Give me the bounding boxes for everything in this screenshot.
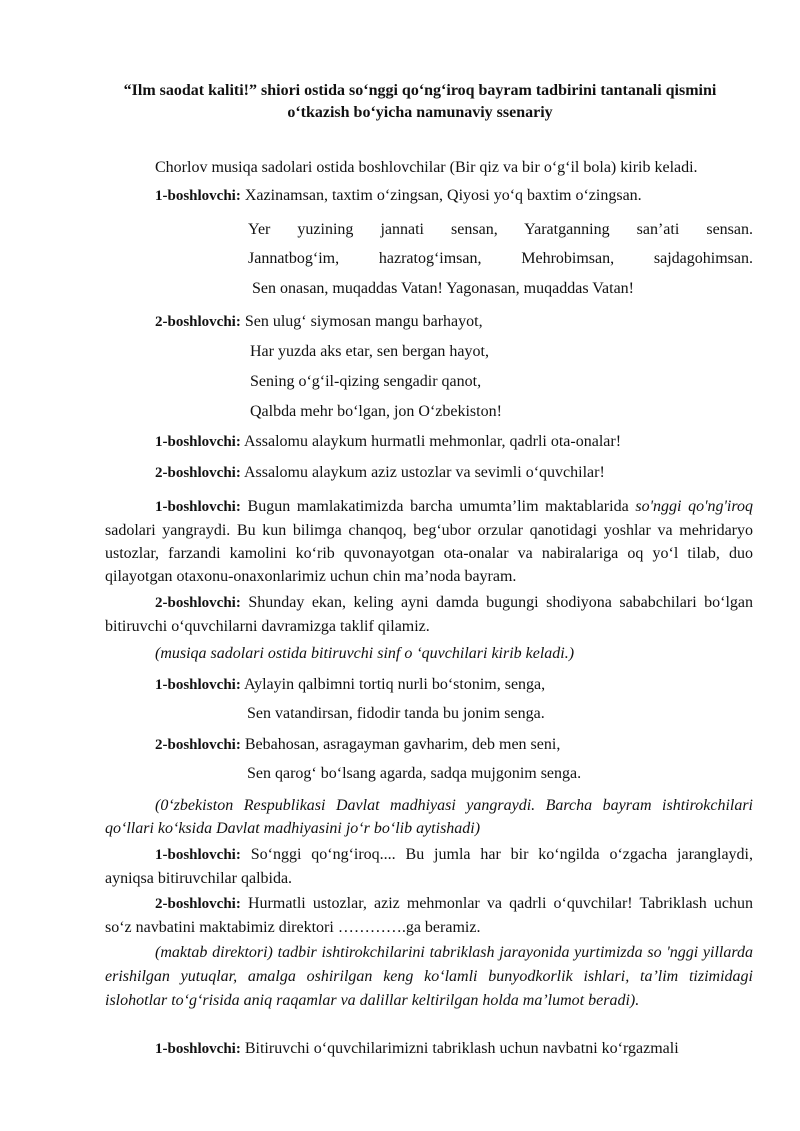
speaker-label: 1-boshlovchi: <box>155 677 241 693</box>
speaker-label: 2-boshlovchi: <box>155 314 241 330</box>
stage-direction <box>105 794 753 840</box>
host-line <box>105 431 753 453</box>
stage-direction <box>105 643 753 665</box>
host-line <box>105 311 753 333</box>
host-line <box>105 734 753 756</box>
host-paragraph <box>105 591 753 638</box>
host-line <box>105 185 753 207</box>
host-text: Hurmatli ustozlar, aziz mehmonlar va qadrli o‘quvchilar! Tabriklash uchun so‘z navbatini maktabimiz direktori ………….ga beramiz. <box>105 895 753 936</box>
stage-direction-text: (0‘zbekiston Respublikasi Davlat madhiyasi yangraydi. Barcha bayram ishtirokchilari qo‘llari ko‘ksida Davlat madhiyasini jo‘r bo‘lib aytishadi) <box>105 797 753 837</box>
stage-direction-text: (maktab direktori) tadbir ishtirokchilarini tabriklash jarayonida yurtimizda so 'nggi yillarda erishilgan yutuqlar, amalga oshirilgan keng ko‘lamli bunyodkorlik ishlari, ta’lim tizimidagi islohotlar to‘g‘risida aniq raqamlar va dalillar keltirilgan holda ma’lumot beradi). <box>105 944 753 1009</box>
host-text: Bebahosan, asragayman gavharim, deb men seni, <box>244 736 561 753</box>
verse-line: Sening o‘g‘il-qizing sengadir qanot, <box>250 373 482 390</box>
host-text: Shunday ekan, keling ayni damda bugungi shodiyona sababchilari bo‘lgan bitiruvchi o‘quvchilarni davramizga taklif qilamiz. <box>105 594 753 635</box>
title-line-1: “Ilm saodat kaliti!” shiori ostida so‘nggi qo‘ng‘iroq bayram tadbirini tantanali qismini <box>123 82 717 99</box>
host-text: Bugun mamlakatimizda barcha umumta’lim maktablarida <box>247 498 629 515</box>
verse-line: Qalbda mehr bo‘lgan, jon O‘zbekiston! <box>250 403 502 420</box>
speaker-label: 2-boshlovchi: <box>155 896 241 912</box>
verse-line: Jannatbog‘im, hazratog‘imsan, Mehrobimsan, sajdagohimsan. <box>248 250 753 267</box>
verse-line: Sen onasan, muqaddas Vatan! Yagonasan, muqaddas Vatan! <box>252 280 635 297</box>
verse-line: Sen vatandirsan, fidodir tanda bu jonim senga. <box>247 705 545 722</box>
speaker-label: 2-boshlovchi: <box>155 595 241 611</box>
speaker-label: 1-boshlovchi: <box>155 188 241 204</box>
host-paragraph <box>105 892 753 939</box>
host-text: Assalomu alaykum aziz ustozlar va sevimli o‘quvchilar! <box>243 464 605 481</box>
stage-direction <box>105 941 753 1013</box>
host-text: Sen ulug‘ siymosan mangu barhayot, <box>244 313 483 330</box>
host-text: So‘nggi qo‘ng‘iroq.... Bu jumla har bir ko‘ngilda o‘zgacha jaranglaydi, ayniqsa bitiruvchilar qalbida. <box>105 846 754 887</box>
intro-paragraph: Chorlov musiqa sadolari ostida boshlovchilar (Bir qiz va bir o‘g‘il bola) kirib keladi. <box>155 159 698 176</box>
host-text-italic: so'nggi qo'ng'iroq <box>635 498 754 515</box>
speaker-label: 2-boshlovchi: <box>155 465 241 481</box>
speaker-label: 1-boshlovchi: <box>155 434 241 450</box>
title-line-2: o‘tkazish bo‘yicha namunaviy ssenariy <box>287 104 553 121</box>
verse-line: Sen qarog‘ bo‘lsang agarda, sadqa mujgonim senga. <box>247 765 582 782</box>
verse-line: Har yuzda aks etar, sen bergan hayot, <box>250 343 489 360</box>
host-text: Bitiruvchi o‘quvchilarimizni tabriklash uchun navbatni ko‘rgazmali <box>244 1040 679 1057</box>
host-line <box>105 1038 753 1060</box>
speaker-label: 1-boshlovchi: <box>155 847 241 863</box>
host-line <box>105 674 753 696</box>
speaker-label: 1-boshlovchi: <box>155 499 241 515</box>
speaker-label: 1-boshlovchi: <box>155 1041 241 1057</box>
host-text: Assalomu alaykum hurmatli mehmonlar, qadrli ota-onalar! <box>243 433 622 450</box>
host-paragraph <box>105 843 753 890</box>
host-paragraph <box>105 495 753 588</box>
document-title <box>100 80 740 124</box>
verse-line: Yer yuzining jannati sensan, Yaratganning san’ati sensan. <box>248 221 753 238</box>
speaker-label: 2-boshlovchi: <box>155 737 241 753</box>
host-line <box>105 462 753 484</box>
host-text: Xazinamsan, taxtim o‘zingsan, Qiyosi yo‘q baxtim o‘zingsan. <box>244 187 642 204</box>
host-text: sadolari yangraydi. Bu kun bilimga chanqoq, beg‘ubor orzular qanotidagi yoshlar va mehridaryo ustozlar, farzandi kamolini ko‘rib quvonayotgan ota-onalar va nabiralariga oq yo‘l tilab, duo qilayotgan otaxonu-onaxonlarimiz uchun chin ma’noda bayram. <box>105 522 753 585</box>
host-text: Aylayin qalbimni tortiq nurli bo‘stonim, senga, <box>243 676 546 693</box>
stage-direction-text: (musiqa sadolari ostida bitiruvchi sinf o ‘quvchilari kirib keladi.) <box>155 645 575 662</box>
